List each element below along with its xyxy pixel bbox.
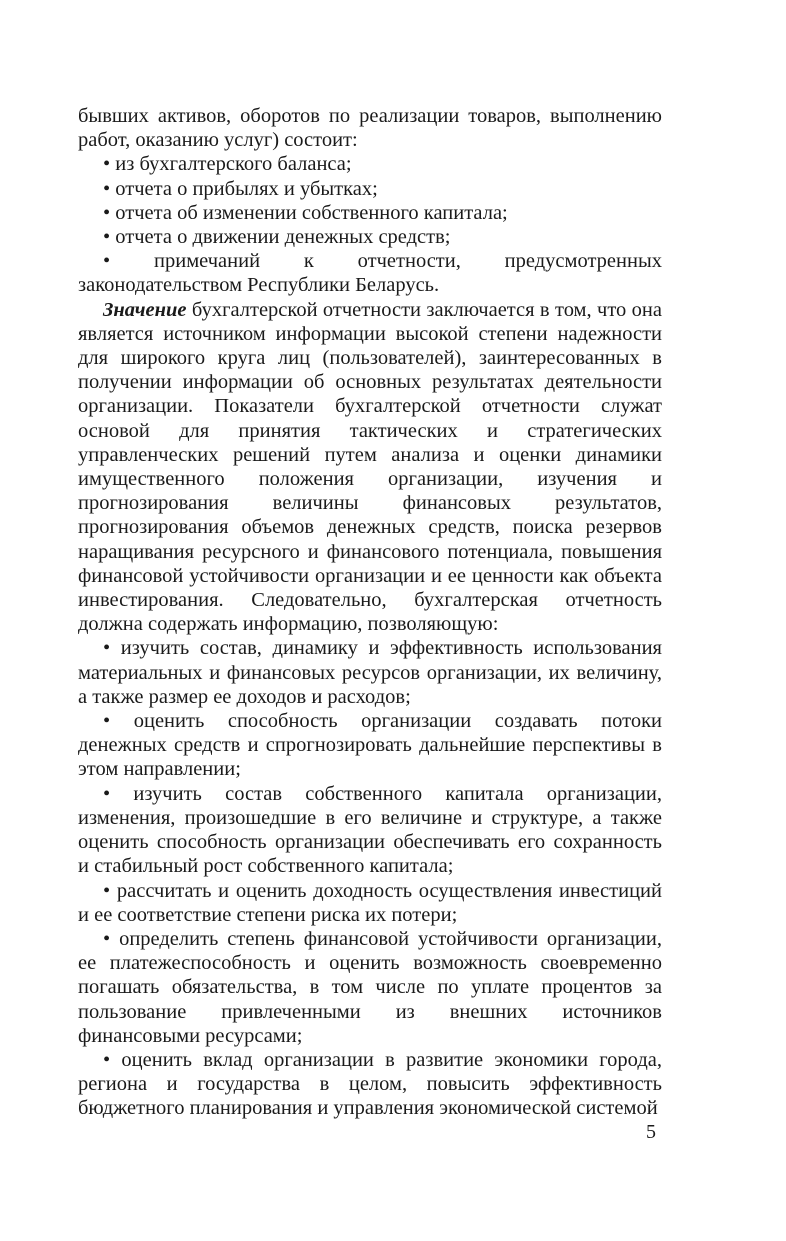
list-item: • из бухгалтерского баланса; [103, 153, 352, 176]
intro-paragraph: бывших активов, оборотов по реализации товаров, выполнению работ, оказанию услуг) состоит: [78, 105, 662, 152]
report-components-list [78, 152, 662, 297]
significance-text: бухгалтерской отчетности заключается в том, что она является источником информации высокой степени надежности для широкого круга лиц (пользователей), заинтересованных в получении информации об основных результатах деятельности организации. Показатели бухгалтерской отчетности служат основой для принятия тактических и стратегических управленческих решений путем анализа и оценки динамики имущественного положения организации, изучения и прогнозирования величины финансовых результатов, прогнозирования объемов денежных средств, поиска резервов наращивания ресурсного и финансового потенциала, повышения финансовой устойчивости организации и ее ценности как объекта инвестирования. Следовательно, бухгалтерская отчетность должна содержать информацию, позволяющую: [78, 298, 662, 636]
list-item: • отчета об изменении собственного капитала; [103, 201, 508, 224]
significance-paragraph [78, 298, 662, 637]
list-item: • определить степень финансовой устойчивости организации, ее платежеспособность и оценить возможность своевременно погашать обязательства, в том числе по уплате процентов за пользование привлеченными из внешних источников финансовыми ресурсами; [78, 927, 662, 1047]
significance-term: Значение [103, 298, 187, 321]
list-item: • примечаний к отчетности, предусмотренных законодательством Республики Беларусь. [78, 250, 662, 297]
list-item: • оценить способность организации создавать потоки денежных средств и спрогнозировать дальнейшие перспективы в этом направлении; [78, 710, 662, 781]
list-item: • отчета о прибылях и убытках; [103, 177, 378, 200]
list-item: • оценить вклад организации в развитие экономики города, региона и государства в целом, повысить эффективность бюджетного планирования и управления экономической системой [78, 1048, 662, 1120]
list-item: • отчета о движении денежных средств; [103, 226, 451, 249]
report-purposes-list [78, 636, 662, 1120]
list-item: • рассчитать и оценить доходность осуществления инвестиций и ее соответствие степени риска их потери; [78, 879, 662, 926]
page-body [78, 104, 662, 1121]
list-item: • изучить состав, динамику и эффективность использования материальных и финансовых ресурсов организации, их величину, а также размер ее доходов и расходов; [78, 637, 662, 708]
list-item: • изучить состав собственного капитала организации, изменения, произошедшие в его величине и структуре, а также оценить способность организации обеспечивать его сохранность и стабильный рост собственного капитала; [78, 782, 662, 878]
page-number: 5 [646, 1121, 656, 1143]
